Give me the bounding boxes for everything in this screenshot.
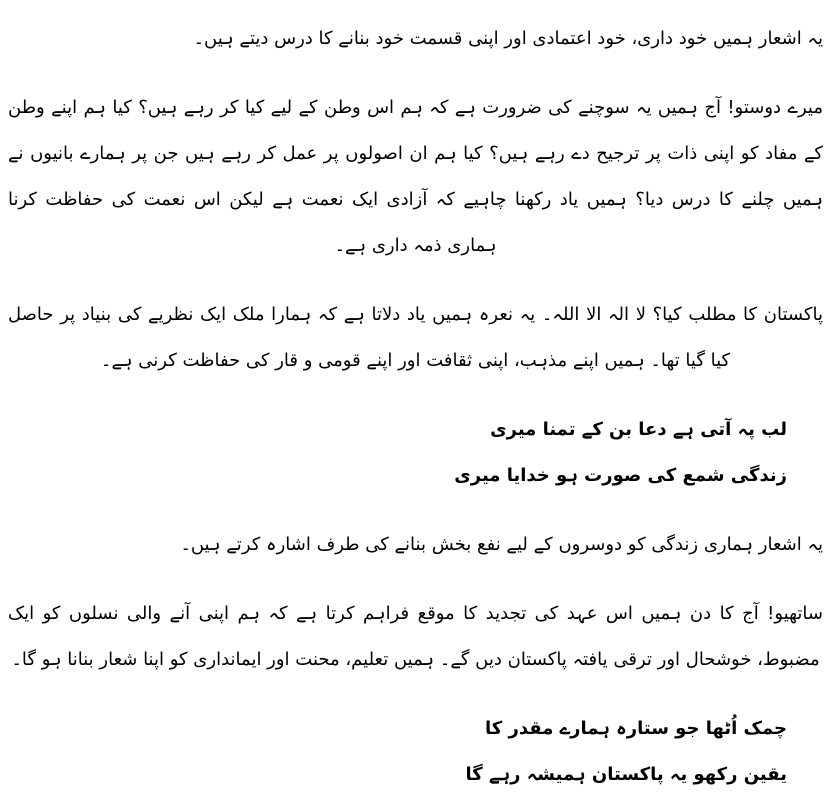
- verse-couplet-iqbal-dua: [8, 407, 787, 499]
- paragraph-couplet-meaning: یہ اشعار ہماری زندگی کو دوسروں کے لیے نفع بخش بنانے کی طرف اشارہ کرتے ہیں۔: [180, 534, 823, 555]
- paragraph-intro-couplet-moral: یہ اشعار ہمیں خود داری، خود اعتمادی اور اپنی قسمت خود بنانے کا درس دیتے ہیں۔: [193, 28, 823, 49]
- verse-line-1: لب پہ آتی ہے دعا بن کے تمنا میری: [490, 419, 787, 440]
- paragraph-pledge-renewal: ساتھیو! آج کا دن ہمیں اس عہد کی تجدید کا موقع فراہم کرتا ہے کہ ہم اپنی آنے والی نسلوں کو ایک مضبوط، خوشحال اور ترقی یافتہ پاکستان دیں گے۔ ہمیں تعلیم، محنت اور ایمانداری کو اپنا شعار بنانا ہو گا۔: [8, 603, 823, 670]
- paragraph-pakistan-ka-matlab: پاکستان کا مطلب کیا؟ لا الہ الا اللہ۔ یہ نعرہ ہمیں یاد دلاتا ہے کہ ہمارا ملک ایک نظریے کی بنیاد پر حاصل کیا گیا تھا۔ ہمیں اپنے مذہب، اپنی ثقافت اور اپنے قومی و قار کی حفاظت کرنی ہے۔: [8, 304, 823, 371]
- paragraph-address-to-friends: میرے دوستو! آج ہمیں یہ سوچنے کی ضرورت ہے کہ ہم اس وطن کے لیے کیا کر رہے ہیں؟ کیا ہم اپنے وطن کے مفاد کو اپنی ذات پر ترجیح دے رہے ہیں؟ کیا ہم ان اصولوں پر عمل کر رہے ہیں جن پر ہمارے بانیوں نے ہمیں چلنے کا درس دیا؟ ہمیں یاد رکھنا چاہیے کہ آزادی ایک نعمت ہے لیکن اس نعمت کی حفاظت کرنا ہماری ذمہ داری ہے۔: [8, 97, 823, 256]
- verse-couplet-yaqeen-rakho: [8, 706, 787, 798]
- verse-line-2: یقین رکھو یہ پاکستان ہمیشہ رہے گا: [465, 764, 787, 785]
- verse-line-2: زندگی شمع کی صورت ہو خدایا میری: [454, 465, 787, 486]
- verse-line-1: چمک اُٹھا جو ستارہ ہمارے مقدر کا: [485, 718, 787, 739]
